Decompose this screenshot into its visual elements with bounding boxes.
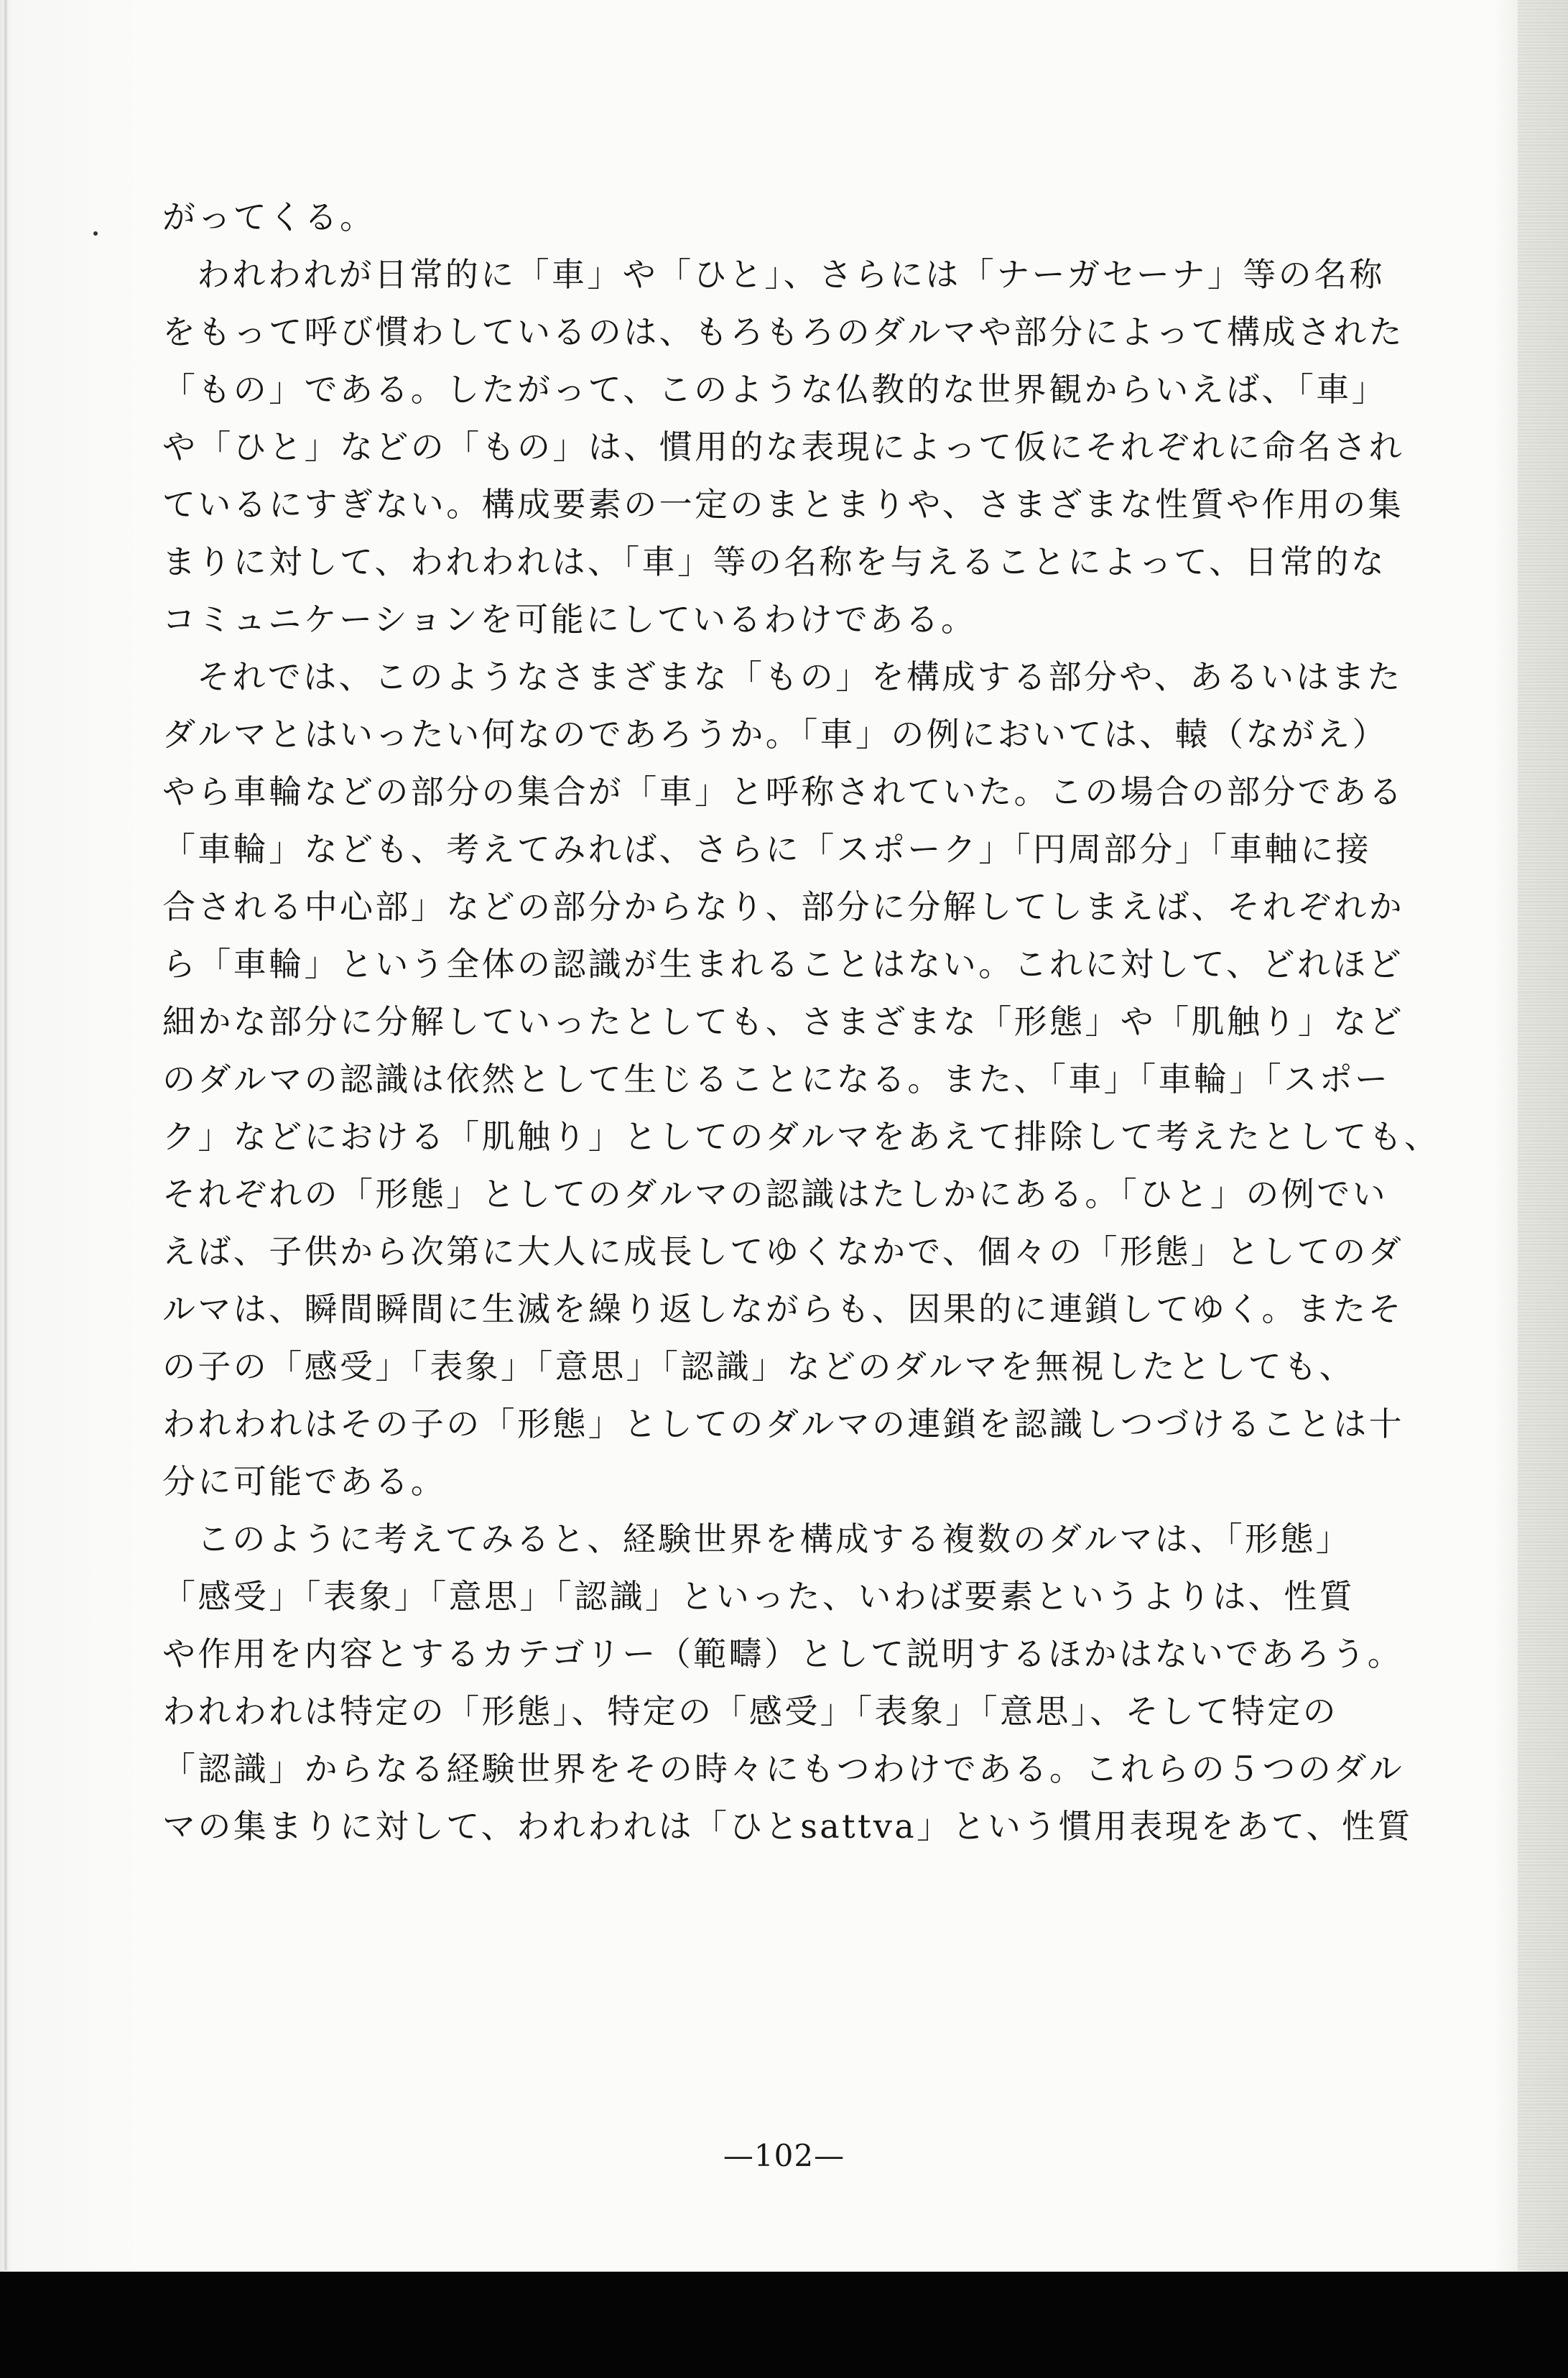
text-line: をもって呼び慣わしているのは、もろもろのダルマや部分によって構成された: [162, 313, 1404, 351]
text-line: われわれは特定の「形態」、特定の「感受」「表象」「意思」、そして特定の: [162, 1692, 1338, 1731]
text-line: 細かな部分に分解していったとしても、さまざまな「形態」や「肌触り」など: [162, 1002, 1404, 1041]
text-line: のダルマの認識は依然として生じることになる。また、「車」「車輪」「スポー: [162, 1060, 1391, 1098]
text-line: 合される中心部」などの部分からなり、部分に分解してしまえば、それぞれか: [162, 887, 1404, 926]
text-line: がってくる。: [162, 198, 376, 236]
page-number: —102—: [723, 2138, 845, 2173]
page-right-edge-shadow: [1518, 0, 1568, 2270]
text-line: ルマは、瞬間瞬間に生滅を繰り返しながらも、因果的に連鎖してゆく。またそ: [162, 1290, 1404, 1328]
text-line: 「車輪」なども、考えてみれば、さらに「スポーク」「円周部分」「車軸に接: [162, 830, 1371, 869]
text-line: ダルマとはいったい何なのであろうか。「車」の例においては、轅（ながえ）: [162, 715, 1388, 754]
text-line: 「認識」からなる経験世界をその時々にもつわけである。これらの５つのダル: [162, 1749, 1404, 1788]
text-line: マの集まりに対して、われわれは「ひとsattva」という慣用表現をあて、性質: [162, 1807, 1413, 1846]
text-line: や「ひと」などの「もの」は、慣用的な表現によって仮にそれぞれに命名され: [162, 427, 1404, 466]
text-line: われわれはその子の「形態」としてのダルマの連鎖を認識しつづけることは十: [162, 1405, 1404, 1443]
text-line: コミュニケーションを可能にしているわけである。: [162, 600, 977, 639]
stray-dot: [93, 231, 98, 236]
text-line: や作用を内容とするカテゴリー（範疇）として説明するほかはないであろう。: [162, 1634, 1404, 1673]
text-line: われわれが日常的に「車」や「ひと」、さらには「ナーガセーナ」等の名称: [197, 255, 1385, 294]
text-line: えば、子供から次第に大人に成長してゆくなかで、個々の「形態」としてのダ: [162, 1232, 1404, 1271]
text-line: 分に可能である。: [162, 1462, 447, 1501]
page-left-edge: [4, 0, 7, 2270]
text-line: まりに対して、われわれは、「車」等の名称を与えることによって、日常的な: [162, 542, 1387, 581]
text-line: ク」などにおける「肌触り」としてのダルマをあえて排除して考えたとしても、: [162, 1117, 1440, 1156]
body-text: [162, 188, 1477, 1855]
text-line: ているにすぎない。構成要素の一定のまとまりや、さまざまな性質や作用の集: [162, 485, 1404, 524]
text-line: ら「車輪」という全体の認識が生まれることはない。これに対して、どれほど: [162, 945, 1404, 984]
text-line: このように考えてみると、経験世界を構成する複数のダルマは、「形態」: [197, 1519, 1352, 1558]
text-line: の子の「感受」「表象」「意思」「認識」などのダルマを無視したとしても、: [162, 1347, 1355, 1386]
text-line: 「感受」「表象」「意思」「認識」といった、いわば要素というよりは、性質: [162, 1577, 1355, 1616]
text-line: 「もの」である。したがって、このような仏教的な世界観からいえば、「車」: [162, 370, 1388, 409]
text-line: それぞれの「形態」としてのダルマの認識はたしかにある。「ひと」の例でい: [162, 1175, 1388, 1213]
text-line: それでは、このようなさまざまな「もの」を構成する部分や、あるいはまた: [197, 657, 1403, 696]
text-line: やら車輪などの部分の集合が「車」と呼称されていた。この場合の部分である: [162, 772, 1404, 811]
scan-bottom-band: [0, 2272, 1568, 2378]
